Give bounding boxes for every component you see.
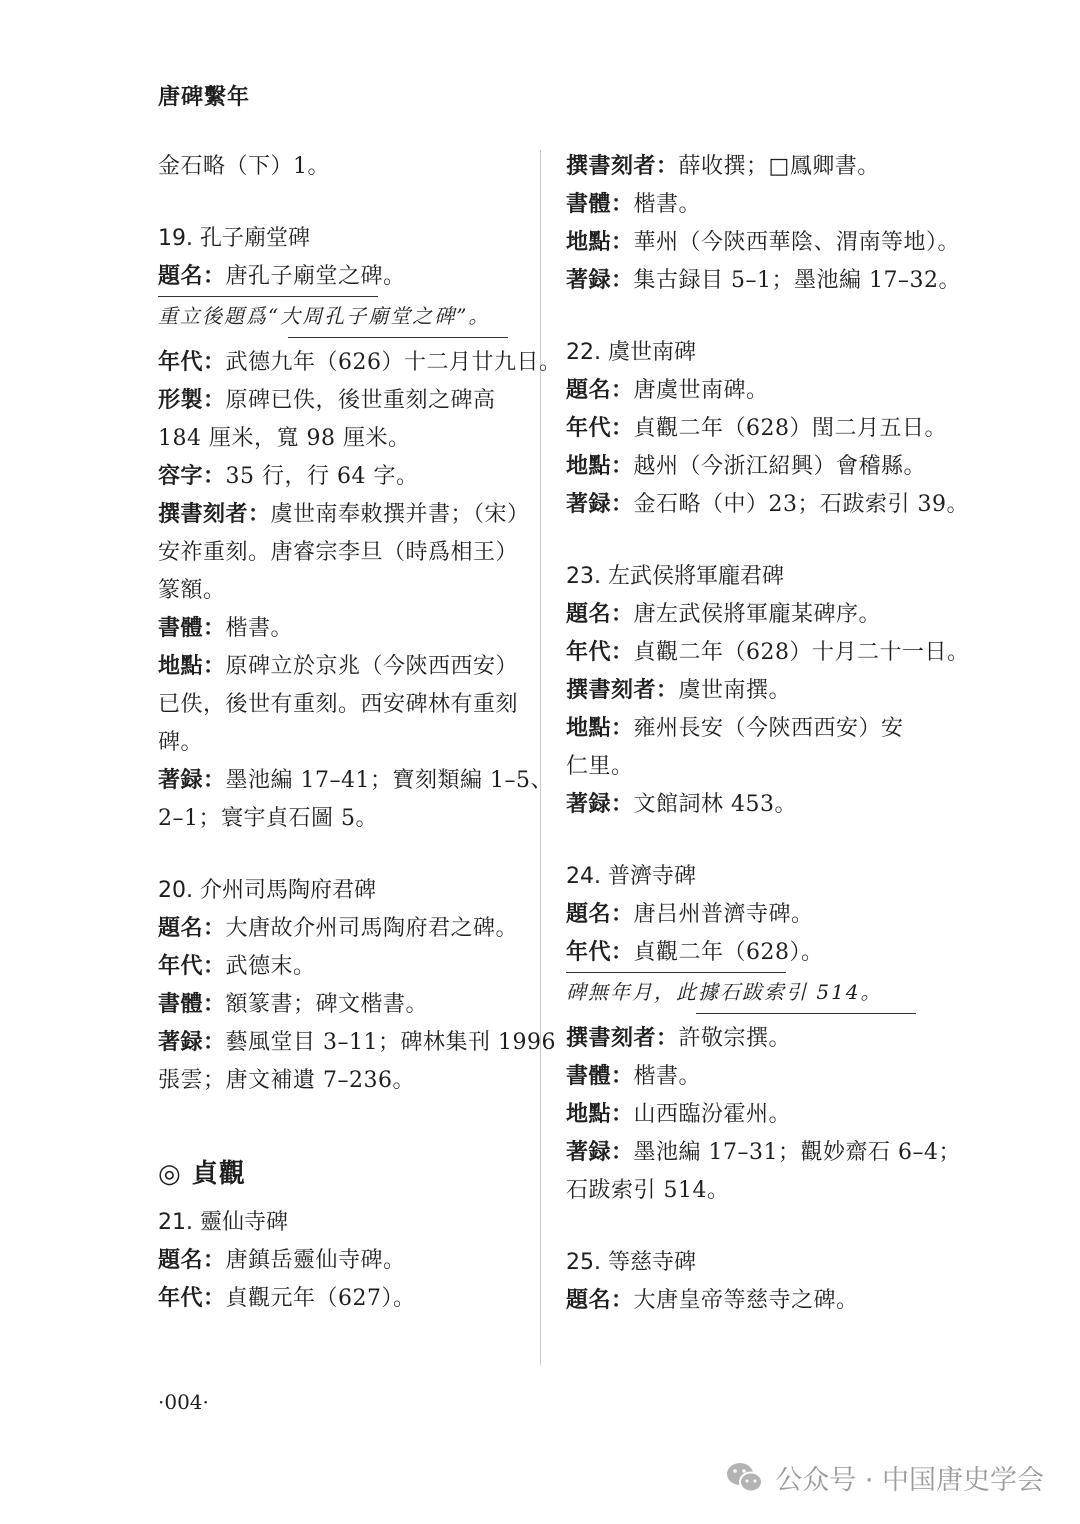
entry-title: 21. 靈仙寺碑 bbox=[158, 1210, 288, 1235]
entry-24 bbox=[566, 858, 961, 1210]
field-authors bbox=[158, 496, 530, 534]
field-authors bbox=[566, 148, 936, 186]
field-records-cont: 張雲；唐文補遺 7–236。 bbox=[158, 1068, 415, 1093]
field-label: 著録： bbox=[566, 792, 634, 817]
field-label: 年代： bbox=[566, 940, 634, 965]
entry-title: 25. 等慈寺碑 bbox=[566, 1250, 696, 1275]
field-label: 地點： bbox=[566, 230, 634, 255]
field-script bbox=[158, 610, 518, 648]
field-location bbox=[158, 648, 518, 686]
field-value: 墨池編 17–31；觀妙齋石 6–4； bbox=[633, 1140, 961, 1165]
field-location-cont: 碑。 bbox=[158, 730, 204, 755]
field-value: 墨池編 17–41；寶刻類編 1–5、 bbox=[225, 768, 553, 793]
field-value: 越州（今浙江紹興）會稽縣。 bbox=[633, 454, 927, 479]
column-divider bbox=[540, 150, 541, 1365]
entry-title: 22. 虞世南碑 bbox=[566, 340, 696, 365]
entry-25 bbox=[566, 1244, 936, 1320]
field-value: 大唐故介州司馬陶府君之碑。 bbox=[225, 916, 519, 941]
entry-title: 24. 普濟寺碑 bbox=[566, 864, 696, 889]
field-value: 集古録目 5–1；墨池編 17–32。 bbox=[633, 268, 961, 293]
field-location-cont: 仁里。 bbox=[566, 754, 634, 779]
field-label: 撰書刻者： bbox=[566, 1026, 679, 1051]
field-value: 唐虞世南碑。 bbox=[633, 378, 769, 403]
field-label: 題名： bbox=[566, 902, 634, 927]
entry-21 bbox=[158, 1204, 518, 1318]
field-label: 撰書刻者： bbox=[566, 154, 679, 179]
field-value: 唐左武侯將軍龐某碑序。 bbox=[633, 602, 882, 627]
field-value: 貞觀元年（627）。 bbox=[225, 1286, 416, 1311]
field-value: 貞觀二年（628）十月二十一日。 bbox=[633, 640, 970, 665]
field-label: 撰書刻者： bbox=[566, 678, 679, 703]
field-location-cont: 已佚，後世有重刻。西安碑林有重刻 bbox=[158, 692, 519, 717]
field-label: 題名： bbox=[158, 264, 226, 289]
field-form-cont: 184 厘米，寬 98 厘米。 bbox=[158, 426, 411, 451]
field-records bbox=[158, 1024, 556, 1062]
field-records bbox=[566, 1134, 961, 1172]
watermark-text: 公众号 · 中国唐史学会 bbox=[775, 1465, 1044, 1496]
entry-22 bbox=[566, 334, 969, 524]
field-date bbox=[158, 948, 518, 986]
entry-title: 19. 孔子廟堂碑 bbox=[158, 226, 310, 251]
field-title-name bbox=[158, 258, 518, 296]
field-records bbox=[566, 486, 969, 524]
field-value: 金石略（中）23；石跋索引 39。 bbox=[633, 492, 969, 517]
field-title-name bbox=[566, 596, 936, 634]
page-number: ·004· bbox=[158, 1390, 209, 1414]
field-label: 年代： bbox=[158, 954, 226, 979]
field-script bbox=[566, 1058, 936, 1096]
field-date bbox=[566, 634, 970, 672]
field-label: 題名： bbox=[566, 378, 634, 403]
field-records bbox=[566, 262, 961, 300]
entry-20 bbox=[158, 872, 556, 1100]
field-label: 題名： bbox=[566, 1288, 634, 1313]
field-value: 原碑已佚，後世重刻之碑高 bbox=[225, 388, 496, 413]
field-script bbox=[566, 186, 936, 224]
footnote: 重立後題爲“大周孔子廟堂之碑”。 bbox=[158, 304, 491, 328]
field-title-name bbox=[158, 910, 518, 948]
field-authors bbox=[566, 1020, 936, 1058]
field-value: 許敬宗撰。 bbox=[678, 1026, 792, 1051]
running-header: 唐碑繫年 bbox=[158, 84, 251, 110]
field-label: 地點： bbox=[158, 654, 226, 679]
field-label: 書體： bbox=[566, 192, 634, 217]
field-location bbox=[566, 710, 936, 748]
entry-title: 23. 左武侯將軍龐君碑 bbox=[566, 564, 784, 589]
field-value: 35 行，行 64 字。 bbox=[225, 464, 419, 489]
field-label: 地點： bbox=[566, 1102, 634, 1127]
entry-21-cont bbox=[566, 148, 961, 300]
footnote: 碑無年月，此據石跋索引 514。 bbox=[566, 980, 883, 1004]
entry-title: 20. 介州司馬陶府君碑 bbox=[158, 878, 376, 903]
field-label: 形製： bbox=[158, 388, 226, 413]
field-title-name bbox=[158, 1242, 518, 1280]
field-label: 題名： bbox=[158, 1248, 226, 1273]
field-value: 原碑立於京兆（今陝西西安） bbox=[225, 654, 519, 679]
field-value: 武德九年（626）十二月廿九日。 bbox=[225, 350, 562, 375]
field-value: 虞世南撰。 bbox=[678, 678, 792, 703]
field-value: 藝風堂目 3–11；碑林集刊 1996 bbox=[225, 1030, 556, 1055]
field-label: 年代： bbox=[158, 350, 226, 375]
field-date bbox=[158, 1280, 518, 1318]
field-value: 薛收撰；□鳳卿書。 bbox=[678, 154, 880, 179]
entry-19 bbox=[158, 220, 562, 838]
field-label: 年代： bbox=[566, 640, 634, 665]
era-heading: ◎ 貞觀 bbox=[158, 1159, 246, 1189]
field-value: 貞觀二年（628）。 bbox=[633, 940, 824, 965]
entry-23 bbox=[566, 558, 970, 824]
field-title-name bbox=[566, 372, 936, 410]
field-value: 文館詞林 453。 bbox=[633, 792, 798, 817]
wechat-icon bbox=[725, 1461, 765, 1495]
field-value: 雍州長安（今陝西西安）安 bbox=[633, 716, 904, 741]
field-value: 楷書。 bbox=[225, 616, 294, 641]
field-value: 華州（今陝西華陰、渭南等地）。 bbox=[633, 230, 961, 255]
field-value: 貞觀二年（628）閏二月五日。 bbox=[633, 416, 948, 441]
field-label: 書體： bbox=[158, 992, 226, 1017]
field-script bbox=[158, 986, 518, 1024]
field-label: 地點： bbox=[566, 454, 634, 479]
field-label: 地點： bbox=[566, 716, 634, 741]
continued-line: 金石略（下）1。 bbox=[158, 154, 330, 179]
field-date bbox=[566, 410, 948, 448]
field-records bbox=[158, 762, 553, 800]
field-label: 著録： bbox=[566, 268, 634, 293]
field-label: 年代： bbox=[158, 1286, 226, 1311]
field-records-cont: 石跋索引 514。 bbox=[566, 1178, 730, 1203]
field-char-count bbox=[158, 458, 518, 496]
field-value: 額篆書；碑文楷書。 bbox=[225, 992, 429, 1017]
field-label: 書體： bbox=[158, 616, 226, 641]
field-label: 著録： bbox=[158, 1030, 226, 1055]
left-column bbox=[158, 148, 562, 1318]
field-label: 著録： bbox=[566, 1140, 634, 1165]
field-records bbox=[566, 786, 936, 824]
field-authors-cont: 安祚重刻。唐睿宗李旦（時爲相王） bbox=[158, 540, 519, 565]
field-records-cont: 2–1；寰宇貞石圖 5。 bbox=[158, 806, 378, 831]
field-location bbox=[566, 224, 961, 262]
field-label: 書體： bbox=[566, 1064, 634, 1089]
note-rule-bottom bbox=[288, 337, 508, 338]
field-label: 著録： bbox=[566, 492, 634, 517]
right-column bbox=[566, 148, 970, 1320]
field-authors-cont: 篆額。 bbox=[158, 578, 226, 603]
field-label: 著録： bbox=[158, 768, 226, 793]
field-date bbox=[158, 344, 562, 382]
field-value: 楷書。 bbox=[633, 1064, 702, 1089]
field-value: 虞世南奉敕撰并書；（宋） bbox=[270, 502, 530, 527]
field-value: 唐吕州普濟寺碑。 bbox=[633, 902, 814, 927]
field-value: 大唐皇帝等慈寺之碑。 bbox=[633, 1288, 859, 1313]
field-value: 山西臨汾霍州。 bbox=[633, 1102, 792, 1127]
field-location bbox=[566, 448, 936, 486]
field-date bbox=[566, 934, 936, 972]
field-title-name bbox=[566, 896, 936, 934]
field-label: 題名： bbox=[158, 916, 226, 941]
field-value: 楷書。 bbox=[633, 192, 702, 217]
field-value: 武德末。 bbox=[225, 954, 316, 979]
field-value: 唐孔子廟堂之碑。 bbox=[225, 264, 406, 289]
field-label: 題名： bbox=[566, 602, 634, 627]
field-form bbox=[158, 382, 518, 420]
field-location bbox=[566, 1096, 936, 1134]
field-value: 唐鎮岳靈仙寺碑。 bbox=[225, 1248, 406, 1273]
field-authors bbox=[566, 672, 936, 710]
note-rule-bottom bbox=[696, 1013, 916, 1014]
field-label: 撰書刻者： bbox=[158, 502, 271, 527]
field-label: 年代： bbox=[566, 416, 634, 441]
field-label: 容字： bbox=[158, 464, 226, 489]
watermark bbox=[725, 1458, 1044, 1497]
field-title-name bbox=[566, 1282, 936, 1320]
